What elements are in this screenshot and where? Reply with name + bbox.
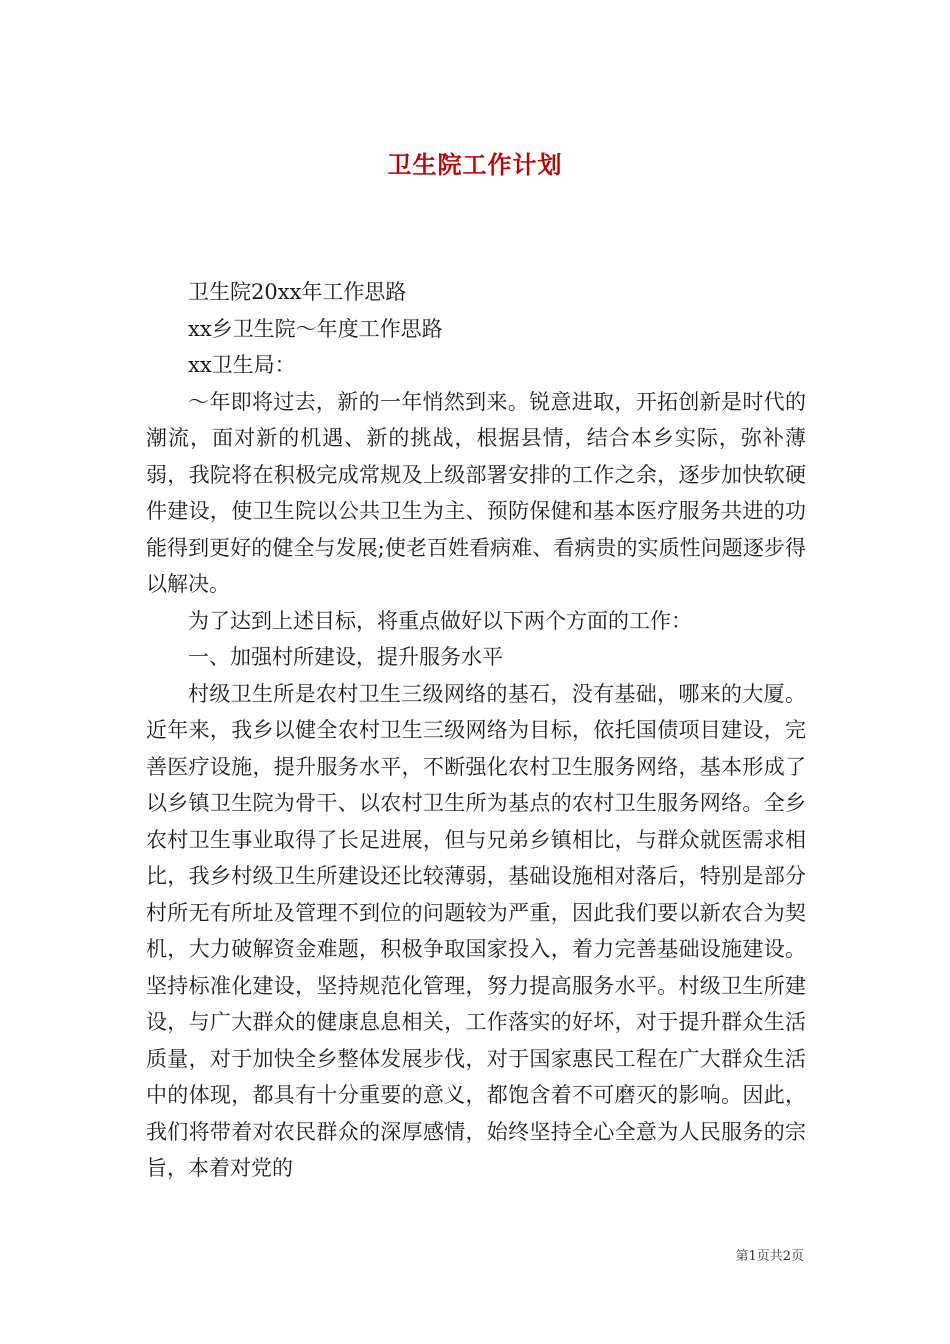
page-number: 第1页共2页: [735, 1249, 804, 1264]
paragraph-intro: ～年即将过去，新的一年悄然到来。锐意进取，开拓创新是时代的潮流，面对新的机遇、新的挑战，根据县情，结合本乡实际，弥补薄弱，我院将在积极完成常规及上级部署安排的工作之余，逐步加快软硬件建设，使卫生院以公共卫生为主、预防保健和基本医疗服务共进的功能得到更好的健全与发展;使老百姓看病难、看病贵的实质性问题逐步得以解决。: [146, 389, 806, 596]
paragraph-heading-1: 卫生院20xx年工作思路: [188, 280, 407, 304]
paragraph-heading-2: xx乡卫生院～年度工作思路: [188, 316, 443, 341]
document-body: [146, 274, 806, 1187]
section-heading-1: 一、加强村所建设，提升服务水平: [188, 645, 503, 669]
document-title: 卫生院工作计划: [387, 150, 563, 180]
paragraph-goals: 为了达到上述目标，将重点做好以下两个方面的工作：: [188, 608, 692, 633]
paragraph-addressee: xx卫生局：: [188, 353, 296, 377]
paragraph-village-clinics: 村级卫生所是农村卫生三级网络的基石，没有基础，哪来的大厦。近年来，我乡以健全农村卫生三级网络为目标，依托国债项目建设，完善医疗设施，提升服务水平，不断强化农村卫生服务网络，基本形成了以乡镇卫生院为骨干、以农村卫生所为基点的农村卫生服务网络。全乡农村卫生事业取得了长足进展，但与兄弟乡镇相比，与群众就医需求相比，我乡村级卫生所建设还比较薄弱，基础设施相对落后，特别是部分村所无有所址及管理不到位的问题较为严重，因此我们要以新农合为契机，大力破解资金难题，积极争取国家投入，着力完善基础设施建设。坚持标准化建设，坚持规范化管理，努力提高服务水平。村级卫生所建设，与广大群众的健康息息相关，工作落实的好坏，对于提升群众生活质量，对于加快全乡整体发展步伐，对于国家惠民工程在广大群众生活中的体现，都具有十分重要的意义，都饱含着不可磨灭的影响。因此，我们将带着对农民群众的深厚感情，始终坚持全心全意为人民服务的宗旨，本着对党的: [146, 681, 806, 1180]
